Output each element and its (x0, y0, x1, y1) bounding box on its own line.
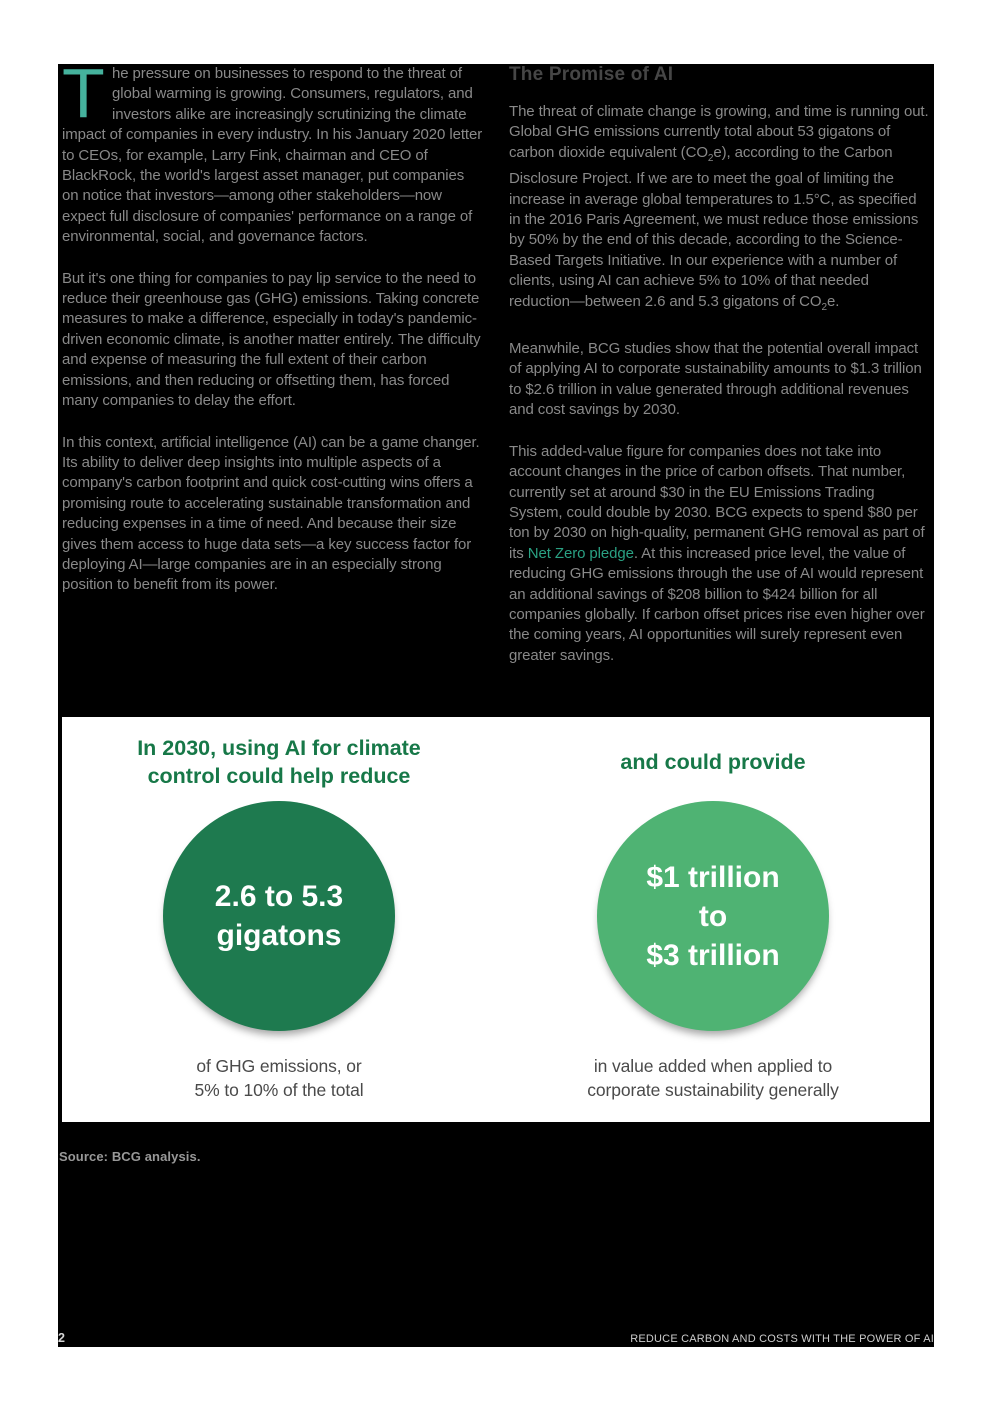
paragraph: In this context, artificial intelligence (AI) can be a game changer. Its ability to deliver deep insights into multiple aspects of a company's carbon footprint and quick cost-cutting wins offers a promising route to accelerating sustainable transformation and reducing expenses in a time of need. And because their size gives them access to huge data sets—a key success factor for deploying AI—large companies are in an especially strong position to benefit from its power. (62, 433, 480, 594)
article-columns (58, 54, 934, 687)
paragraph-text: The threat of climate change is growing, and time is running out. Global GHG emissions currently total about 53 gigatons of carbon dioxide equivalent (CO (509, 103, 929, 161)
paragraph: Meanwhile, BCG studies show that the potential overall impact of applying AI to corporate sustainability amounts to $1.3 trillion to $2.6 trillion in value generated through additional revenues and cost savings by 2030. (509, 340, 922, 419)
subscript: 2 (821, 301, 827, 313)
section-heading: The Promise of AI (509, 64, 674, 85)
right-column-text (509, 102, 930, 666)
paragraph-text: e), according to the Carbon Disclosure Project. If we are to meet the goal of limiting the increase in average global temperatures to 1.5°C, as specified in the 2016 Paris Agreement, we must reduce those emissions by 50% by the end of this decade, according to the Science-Based Targets Initiative. In our experience with a number of clients, using AI can achieve 5% to 10% of that needed reduction—between 2.6 and 5.3 gigatons of CO (509, 143, 919, 310)
value-added-circle: $1 trillion to $3 trillion (597, 801, 829, 1031)
subscript: 2 (707, 152, 714, 164)
paragraph-text: he pressure on businesses to respond to the threat of global warming is growing. Consumers, regulators, and investors alike are increasingly scrutinizing the climate impact of companies in every industry. In his January 2020 letter to CEOs, for example, Larry Fink, chairman and CEO of BlackRock, the world's largest asset manager, put companies on notice that investors—among other stakeholders—now expect full disclosure of companies' performance on a range of environmental, social, and governance factors. (62, 65, 483, 246)
paragraph: But it's one thing for companies to pay lip service to the need to reduce their greenhouse gas (GHG) emissions. Taking concrete measures to make a difference, especially in today's pandemic-driven economic climate, is another matter entirely. The difficulty and expense of measuring the full extent of their carbon emissions, and then reducing or offsetting them, has forced many companies to delay the effort. (62, 269, 481, 410)
paragraph (509, 442, 930, 666)
exhibit-left-heading: In 2030, using AI for climate control could help reduce (137, 736, 421, 788)
content-block (58, 54, 934, 1347)
exhibit-right-caption: in value added when applied to corporate sustainability generally (587, 1056, 839, 1100)
source-note: Source: BCG analysis. (59, 1149, 201, 1164)
exhibit-right-heading: and could provide (620, 750, 806, 775)
exhibit-left-column (62, 717, 496, 1122)
paragraph-text: e. (826, 292, 840, 310)
paragraph-text: This added-value figure for companies does not take into account changes in the price of carbon offsets. That number, currently set at around $30 in the EU Emissions Trading System, could double by 2030. BCG expects to spend $80 per ton by 2030 on high-quality, permanent GHG removal as part of its (509, 442, 925, 562)
right-column (509, 64, 930, 687)
running-title: REDUCE CARBON AND COSTS WITH THE POWER OF AI (630, 1333, 934, 1345)
paragraph-text: . At this increased price level, the value of reducing GHG emissions through the use of AI would represent an additional savings of $208 billion to $424 billion for all companies globally. If carbon offset prices rise even higher over the coming years, AI opportunities will surely represent even greater savings. (509, 544, 925, 664)
drop-cap: T (62, 54, 105, 132)
exhibit-right-column (496, 717, 930, 1122)
page-footer (58, 1331, 934, 1345)
ghg-reduction-circle: 2.6 to 5.3 gigatons (163, 801, 395, 1031)
exhibit-left-caption: of GHG emissions, or 5% to 10% of the total (194, 1056, 364, 1100)
page-number: 2 (58, 1331, 65, 1345)
paragraph (509, 102, 930, 318)
paragraph-intro (62, 54, 483, 248)
left-column (62, 54, 483, 687)
infographic-exhibit (61, 717, 931, 1122)
net-zero-pledge-link[interactable]: Net Zero pledge (527, 544, 634, 562)
